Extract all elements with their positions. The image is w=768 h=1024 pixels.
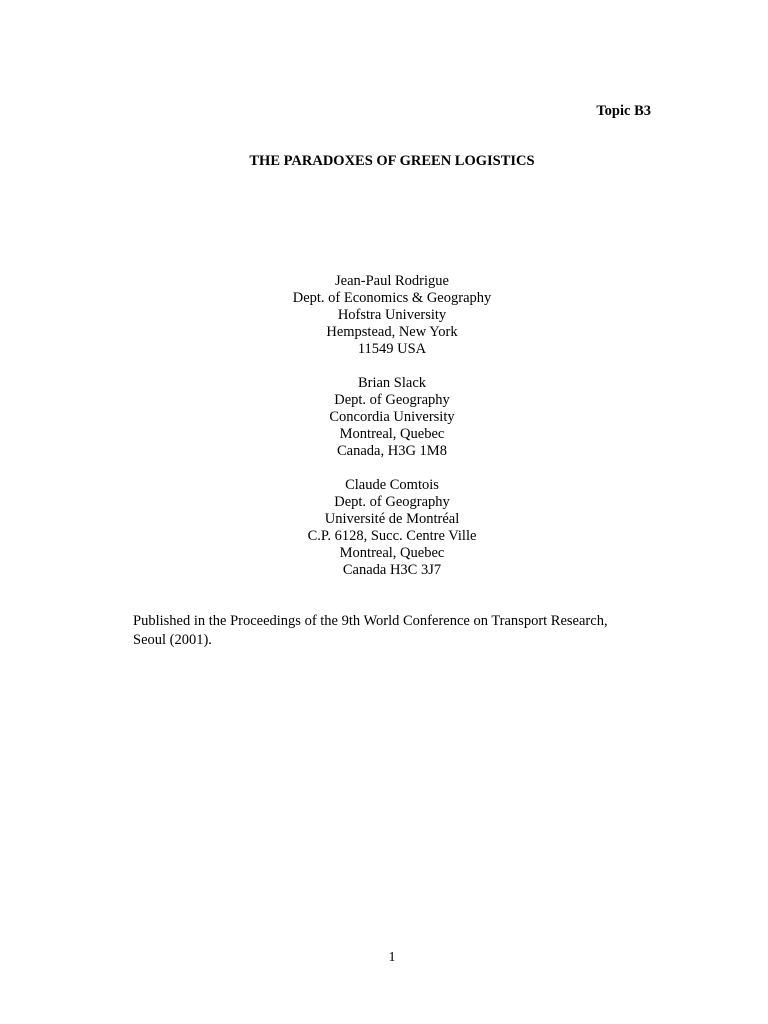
author-postal: Canada H3C 3J7 xyxy=(342,562,442,578)
author-name: Brian Slack xyxy=(357,375,427,391)
author-name: Claude Comtois xyxy=(345,477,439,493)
author-block-slack xyxy=(0,375,768,460)
author-list xyxy=(0,273,768,596)
author-postal: Canada, H3G 1M8 xyxy=(337,443,447,459)
author-address: C.P. 6128, Succ. Centre Ville xyxy=(307,528,477,544)
paper-title: THE PARADOXES OF GREEN LOGISTICS xyxy=(249,153,535,169)
author-block-rodrigue xyxy=(0,273,768,358)
page-number: 1 xyxy=(388,950,396,965)
author-city: Montreal, Quebec xyxy=(339,545,445,561)
author-city: Montreal, Quebec xyxy=(339,426,445,442)
publication-note: Published in the Proceedings of the 9th World Conference on Transport Research, Seoul (2001). xyxy=(133,613,608,648)
author-department: Dept. of Geography xyxy=(334,494,450,510)
author-institution: Université de Montréal xyxy=(324,511,460,527)
author-name: Jean-Paul Rodrigue xyxy=(335,273,449,289)
author-department: Dept. of Geography xyxy=(334,392,450,408)
topic-label: Topic B3 xyxy=(596,103,651,119)
author-block-comtois xyxy=(0,477,768,579)
author-institution: Concordia University xyxy=(329,409,455,425)
author-city: Hempstead, New York xyxy=(326,324,458,340)
author-institution: Hofstra University xyxy=(337,307,447,323)
author-department: Dept. of Economics & Geography xyxy=(292,290,492,306)
author-postal: 11549 USA xyxy=(357,341,427,357)
